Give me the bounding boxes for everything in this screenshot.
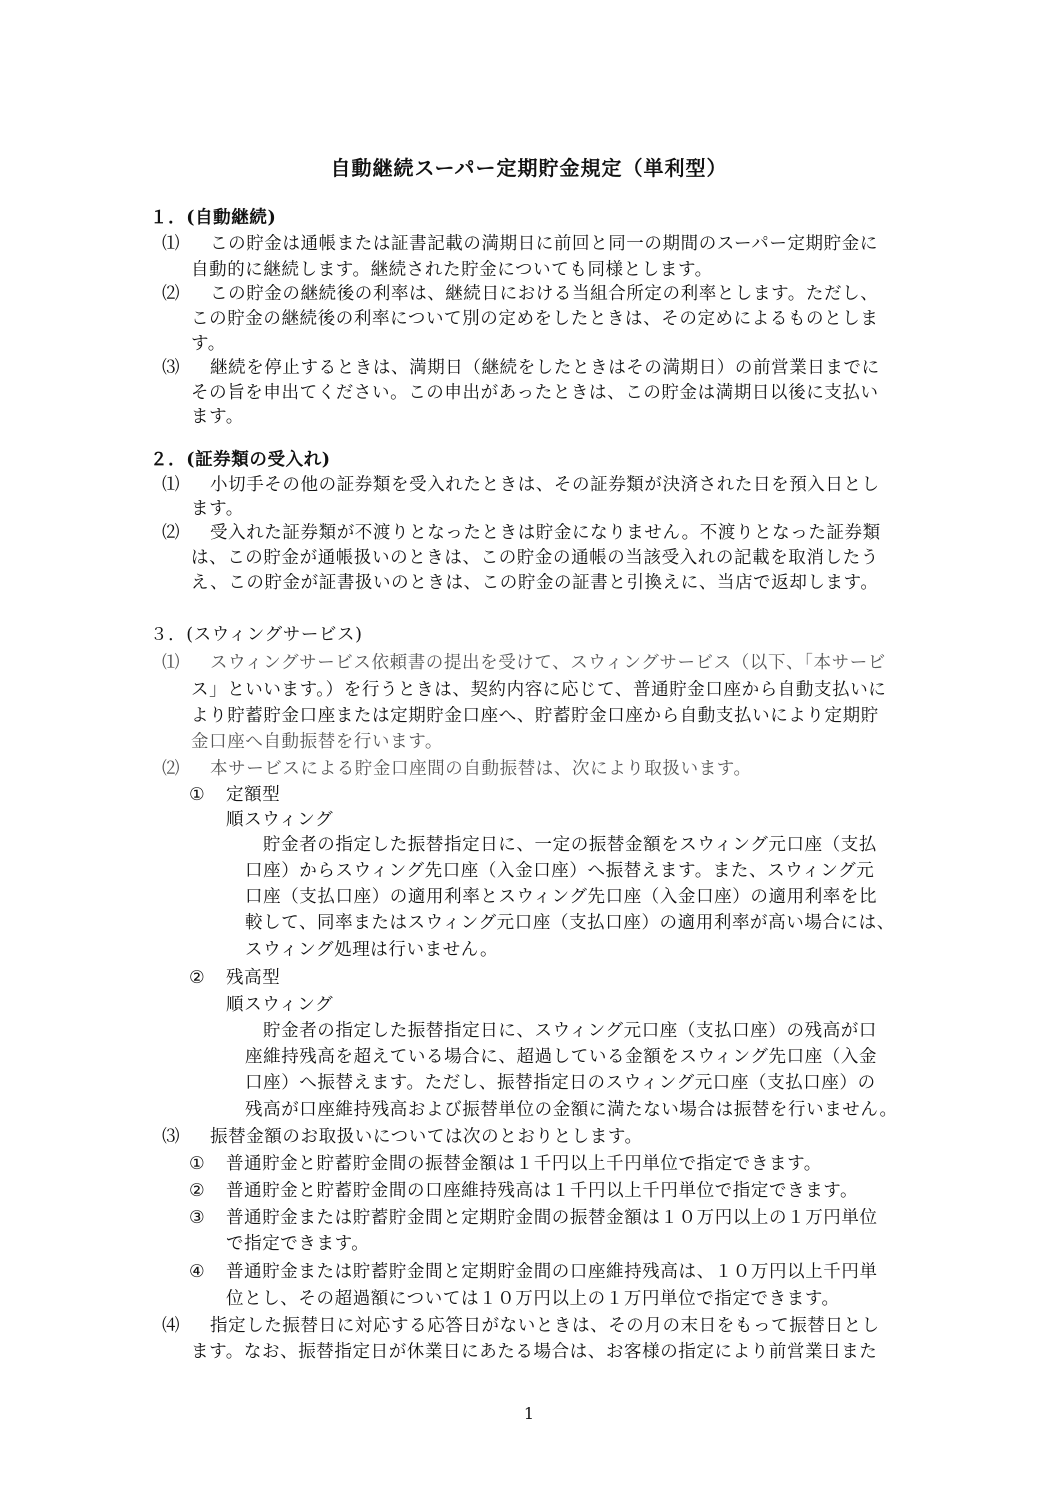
s2-item-2-line: 受入れた証券類が不渡りとなったときは貯金になりません。不渡りとなった証券類 xyxy=(210,523,881,543)
s1-item-3-line: その旨を申出てください。この申出があったときは、この貯金は満期日以後に支払い xyxy=(191,383,879,403)
s3-sub-a-line: 較して、同率またはスウィング元口座（支払口座）の適用利率が高い場合には、 xyxy=(245,913,895,933)
s1-item-2-line: す。 xyxy=(191,334,226,354)
s3-sub-c4-number: ④ xyxy=(189,1262,206,1282)
s3-item-3-line: 振替金額のお取扱いについては次のとおりとします。 xyxy=(210,1127,643,1147)
s3-sub-c1-line: 普通貯金と貯蓄貯金間の振替金額は１千円以上千円単位で指定できます。 xyxy=(226,1154,822,1174)
s2-item-1-number: ⑴ xyxy=(162,475,181,495)
s3-item-1-line: 金口座へ自動振替を行います。 xyxy=(191,732,443,752)
s3-item-1-line: より貯蓄貯金口座または定期貯金口座へ、貯蓄貯金口座から自動支払いにより定期貯 xyxy=(191,706,879,726)
s3-sub-b-line: 残高が口座維持残高および振替単位の金額に満たない場合は振替を行いません。 xyxy=(245,1100,898,1120)
s2-item-2-line: は、この貯金が通帳扱いのときは、この貯金の通帳の当該受入れの記載を取消したう xyxy=(191,548,879,568)
s3-item-1-line: ス」といいます。）を行うときは、契約内容に応じて、普通貯金口座から自動支払いに xyxy=(191,680,887,700)
s3-item-4-line: 指定した振替日に対応する応答日がないときは、その月の末日をもって振替日とし xyxy=(210,1316,880,1336)
s1-item-3-line: 継続を停止するときは、満期日（継続をしたときはその満期日）の前営業日までに xyxy=(210,358,880,378)
s2-item-1-line: ます。 xyxy=(191,499,244,519)
s3-sub-a-line: スウィング処理は行いません。 xyxy=(245,940,499,960)
s3-sub-a-line: 口座（支払口座）の適用利率とスウィング先口座（入金口座）の適用利率を比 xyxy=(245,887,878,907)
s1-item-3-number: ⑶ xyxy=(162,358,181,378)
s1-item-1-line: 自動的に継続します。継続された貯金についても同様とします。 xyxy=(191,260,713,280)
section-3-heading: ３．(スウィングサービス) xyxy=(150,625,363,645)
s3-sub-c3-line: 普通貯金または貯蓄貯金間と定期貯金間の振替金額は１０万円以上の１万円単位 xyxy=(226,1208,878,1228)
s3-sub-a-line: 貯金者の指定した振替指定日に、一定の振替金額をスウィング元口座（支払 xyxy=(263,835,877,855)
section-2-heading: ２．(証券類の受入れ) xyxy=(150,450,331,470)
s3-sub-c4-line: 位とし、その超過額については１０万円以上の１万円単位で指定できます。 xyxy=(226,1289,840,1309)
s3-sub-a-subtitle: 順スウィング xyxy=(226,810,334,830)
s3-sub-c3-number: ③ xyxy=(189,1208,206,1228)
s1-item-3-line: ます。 xyxy=(191,407,244,427)
s3-sub-b-line: 貯金者の指定した振替指定日に、スウィング元口座（支払口座）の残高が口 xyxy=(263,1021,877,1041)
s1-item-1-line: この貯金は通帳または証書記載の満期日に前回と同一の期間のスーパー定期貯金に xyxy=(210,234,878,254)
s3-item-1-number: ⑴ xyxy=(162,653,181,673)
s3-sub-c1-number: ① xyxy=(189,1154,206,1174)
s3-sub-c3-line: で指定できます。 xyxy=(226,1234,370,1254)
section-1-heading: １．(自動継続) xyxy=(150,208,277,228)
s3-sub-b-number: ② xyxy=(189,968,206,988)
document-title: 自動継続スーパー定期貯金規定（単利型） xyxy=(330,156,728,180)
s3-item-1-line: スウィングサービス依頼書の提出を受けて、スウィングサービス（以下、「本サービ xyxy=(210,653,886,673)
s1-item-1-number: ⑴ xyxy=(162,234,181,254)
s3-sub-c2-line: 普通貯金と貯蓄貯金間の口座維持残高は１千円以上千円単位で指定できます。 xyxy=(226,1181,859,1201)
s3-item-2-number: ⑵ xyxy=(162,759,181,779)
s3-sub-b-title: 残高型 xyxy=(226,968,281,988)
s3-item-3-number: ⑶ xyxy=(162,1127,181,1147)
s3-sub-a-number: ① xyxy=(189,785,206,805)
s2-item-2-line: え、この貯金が証書扱いのときは、この貯金の証書と引換えに、当店で返却します。 xyxy=(191,573,879,593)
s1-item-2-line: この貯金の継続後の利率について別の定めをしたときは、その定めによるものとしま xyxy=(191,309,879,329)
s3-item-4-line: ます。なお、振替指定日が休業日にあたる場合は、お客様の指定により前営業日また xyxy=(191,1342,878,1362)
s3-sub-a-title: 定額型 xyxy=(226,785,281,805)
s3-sub-b-line: 座維持残高を超えている場合に、超過している金額をスウィング先口座（入金 xyxy=(245,1047,878,1067)
s3-item-4-number: ⑷ xyxy=(162,1316,181,1336)
s3-sub-a-line: 口座）からスウィング先口座（入金口座）へ振替えます。また、スウィング元 xyxy=(245,861,875,881)
s3-sub-c2-number: ② xyxy=(189,1181,206,1201)
page-number: 1 xyxy=(523,1404,535,1423)
s2-item-2-number: ⑵ xyxy=(162,523,181,543)
s3-sub-c4-line: 普通貯金または貯蓄貯金間と定期貯金間の口座維持残高は、１０万円以上千円単 xyxy=(226,1262,878,1282)
s2-item-1-line: 小切手その他の証券類を受入れたときは、その証券類が決済された日を預入日とし xyxy=(210,475,880,495)
s3-item-2-line: 本サービスによる貯金口座間の自動振替は、次により取扱います。 xyxy=(210,759,752,779)
s1-item-2-number: ⑵ xyxy=(162,284,181,304)
s3-sub-b-line: 口座）へ振替えます。ただし、振替指定日のスウィング元口座（支払口座）の xyxy=(245,1073,876,1093)
s1-item-2-line: この貯金の継続後の利率は、継続日における当組合所定の利率とします。ただし、 xyxy=(210,284,879,304)
s3-sub-b-subtitle: 順スウィング xyxy=(226,995,334,1015)
